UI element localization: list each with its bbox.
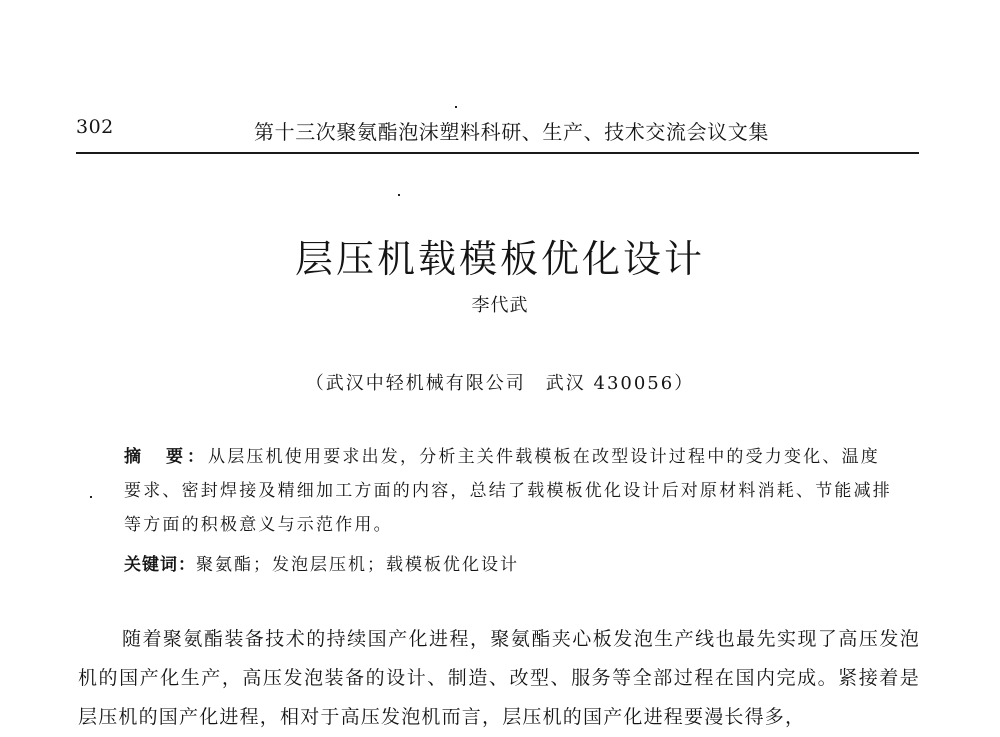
keywords-label: 关键词： [124, 555, 196, 575]
abstract-text: 从层压机使用要求出发，分析主关件载模板在改型设计过程中的受力变化、温度要求、密封焊接及精细加工方面的内容，总结了载模板优化设计后对原材料消耗、节能减排等方面的积极意义与示范作用。 [124, 447, 892, 535]
article-title: 层压机载模板优化设计 [294, 237, 705, 282]
page-number: 302 [76, 116, 114, 138]
keywords-text: 聚氨酯；发泡层压机；载模板优化设计 [196, 555, 519, 575]
keywords [124, 550, 894, 575]
header-rule [76, 152, 919, 154]
scan-speck [398, 194, 400, 196]
abstract-label: 摘 要： [124, 447, 208, 467]
scan-speck [455, 106, 457, 108]
author-affiliation: （武汉中轻机械有限公司 武汉 430056） [305, 373, 695, 394]
running-title: 第十三次聚氨酯泡沫塑料科研、生产、技术交流会议文集 [254, 120, 769, 144]
body-paragraph: 随着聚氨酯装备技术的持续国产化进程，聚氨酯夹心板发泡生产线也最先实现了高压发泡机的国产化生产，高压发泡装备的设计、制造、改型、服务等全部过程在国内完成。紧接着是层压机的国产化进程，相对于高压发泡机而言，层压机的国产化进程要漫长得多， [78, 628, 920, 728]
author-name: 李代武 [471, 295, 529, 316]
running-header [76, 116, 919, 152]
scan-speck [90, 496, 92, 498]
abstract [124, 440, 894, 542]
